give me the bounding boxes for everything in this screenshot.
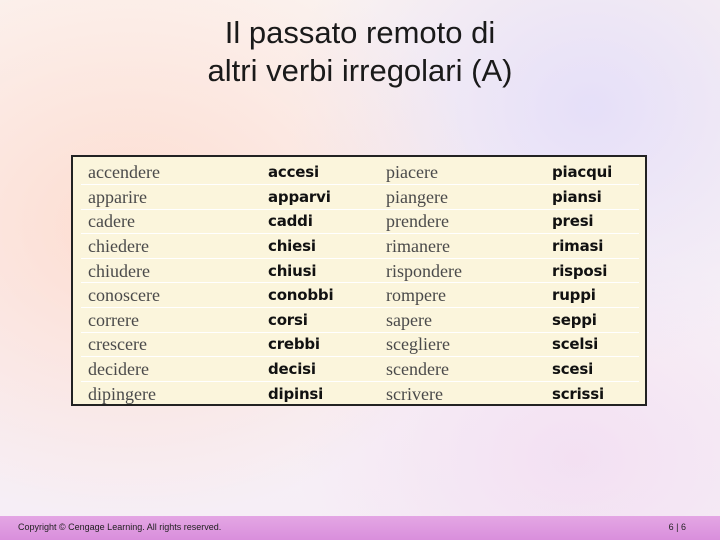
page-number: 6 | 6 — [668, 522, 686, 532]
table-row — [81, 357, 639, 382]
passato-remoto-cell: scrissi — [552, 384, 604, 403]
passato-remoto-cell: rimasi — [545, 234, 639, 259]
copyright-notice: Copyright © Cengage Learning. All rights reserved. — [18, 522, 222, 532]
passato-remoto-cell: chiusi — [261, 258, 379, 283]
passato-remoto-cell: crebbi — [261, 332, 379, 357]
slide-title — [0, 14, 720, 90]
table-row — [81, 160, 639, 185]
passato-remoto-cell: dipinsi — [268, 384, 324, 403]
infinitive-cell: prendere — [379, 209, 545, 234]
infinitive-cell: decidere — [81, 357, 261, 382]
passato-remoto-cell: chiesi — [261, 234, 379, 259]
infinitive-cell: chiedere — [81, 234, 261, 259]
slide-title-line-2: altri verbi irregolari (A) — [207, 53, 513, 88]
passato-remoto-cell: conobbi — [261, 283, 379, 308]
infinitive-cell: conoscere — [81, 283, 261, 308]
infinitive-cell: cadere — [81, 209, 261, 234]
infinitive-cell: piangere — [379, 185, 545, 210]
passato-remoto-cell: scesi — [545, 357, 639, 382]
table-row — [81, 258, 639, 283]
slide-title-line-1: Il passato remoto di — [224, 15, 496, 50]
passato-remoto-cell: piansi — [545, 185, 639, 210]
infinitive-cell: scendere — [379, 357, 545, 382]
infinitive-cell: accendere — [81, 160, 261, 185]
infinitive-cell: piacere — [379, 160, 545, 185]
passato-remoto-cell: presi — [545, 209, 639, 234]
table-row — [81, 234, 639, 259]
verb-table — [81, 160, 639, 406]
infinitive-cell: correre — [81, 308, 261, 333]
table-row — [81, 209, 639, 234]
infinitive-cell: rimanere — [379, 234, 545, 259]
infinitive-cell: rompere — [379, 283, 545, 308]
passato-remoto-cell: scelsi — [545, 332, 639, 357]
passato-remoto-cell: risposi — [545, 258, 639, 283]
verb-table-body — [81, 160, 639, 406]
infinitive-cell: apparire — [81, 185, 261, 210]
infinitive-cell: sapere — [379, 308, 545, 333]
table-row — [81, 308, 639, 333]
passato-remoto-cell: accesi — [261, 160, 379, 185]
table-row — [81, 332, 639, 357]
infinitive-cell: rispondere — [379, 258, 545, 283]
verb-table-frame — [71, 155, 647, 406]
passato-remoto-cell: caddi — [261, 209, 379, 234]
passato-remoto-cell: piacqui — [545, 160, 639, 185]
table-row — [81, 381, 639, 406]
table-row — [81, 185, 639, 210]
infinitive-cell: scrivere — [386, 383, 443, 404]
passato-remoto-cell: seppi — [545, 308, 639, 333]
passato-remoto-cell: apparvi — [261, 185, 379, 210]
passato-remoto-cell: decisi — [261, 357, 379, 382]
infinitive-cell: chiudere — [81, 258, 261, 283]
infinitive-cell: crescere — [81, 332, 261, 357]
passato-remoto-cell: corsi — [261, 308, 379, 333]
infinitive-cell: scegliere — [379, 332, 545, 357]
table-row — [81, 283, 639, 308]
passato-remoto-cell: ruppi — [545, 283, 639, 308]
footer-bar — [0, 516, 720, 540]
infinitive-cell: dipingere — [88, 383, 156, 404]
